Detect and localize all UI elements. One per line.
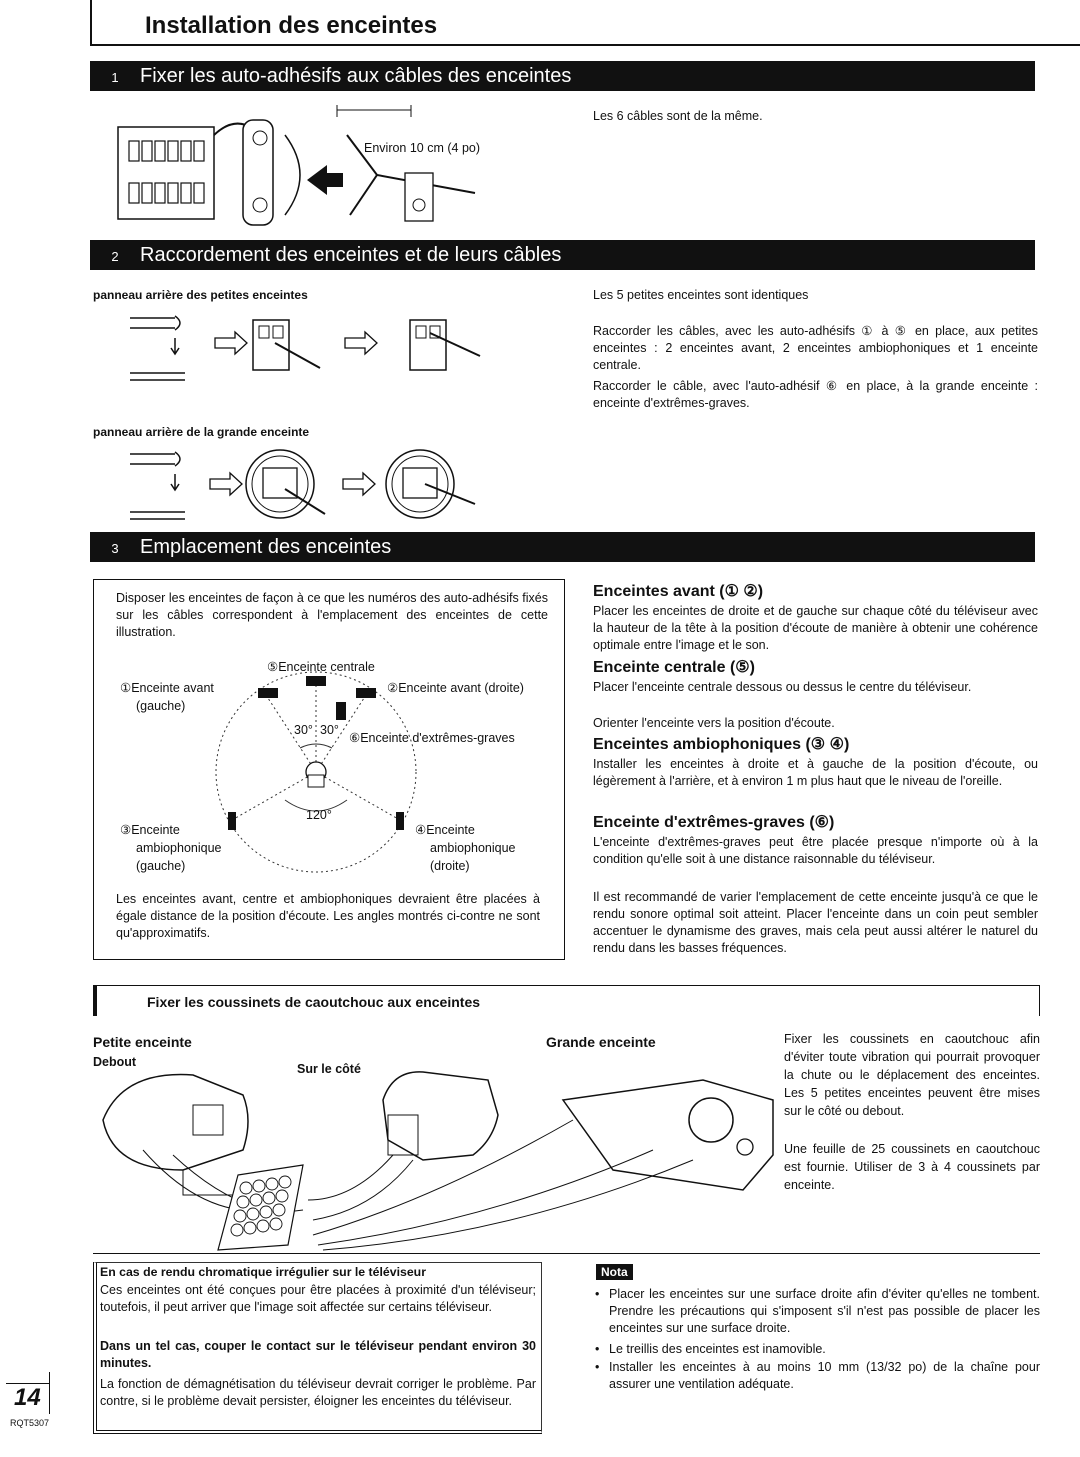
step1-title: Fixer les auto-adhésifs aux câbles des enceintes xyxy=(140,65,572,87)
note-item-text: Installer les enceintes à au moins 10 mm (13/32 po) de la chaîne pour assurer une ventilation adéquate. xyxy=(609,1360,1040,1391)
body-center: Placer l'enceinte centrale dessous ou dessus le centre du téléviseur. xyxy=(593,680,972,694)
step1-banner xyxy=(90,61,1035,91)
small-panel-label: panneau arrière des petites enceintes xyxy=(93,288,308,302)
tv-warning-para2: Dans un tel cas, couper le contact sur le téléviseur pendant environ 30 minutes. xyxy=(100,1339,536,1370)
label-surround-right-2: ambiophonique xyxy=(430,841,516,855)
cushions-text-2: Une feuille de 25 coussinets en caoutchouc est fournie. Utiliser de 3 à 4 coussinets par enceinte. xyxy=(784,1142,1040,1192)
step2-para1: Les 5 petites enceintes sont identiques xyxy=(593,288,809,302)
tv-warning-heading: En cas de rendu chromatique irrégulier sur le téléviseur xyxy=(100,1265,426,1279)
doc-code: RQT5307 xyxy=(10,1418,50,1428)
step3-banner xyxy=(90,532,1035,562)
large-panel-label: panneau arrière de la grande enceinte xyxy=(93,425,310,439)
heading-center: Enceinte centrale (⑤) xyxy=(593,659,755,676)
tv-warning-para1: Ces enceintes ont été conçues pour être placées à proximité d'un téléviseur; toutefois, il peut arriver que l'image soit affectée sur certains téléviseur. xyxy=(100,1283,536,1314)
step2-number: 2 xyxy=(111,249,119,264)
large-speaker-label: Grande enceinte xyxy=(546,1034,656,1050)
bullet: • xyxy=(595,1360,600,1374)
label-angle-right: 30° xyxy=(320,723,339,737)
large-speaker-connection-diagram xyxy=(125,444,485,529)
heading-subwoofer: Enceinte d'extrêmes-graves (⑥) xyxy=(593,814,835,831)
label-surround-right-3: (droite) xyxy=(430,859,470,873)
label-surround-left-1: ③Enceinte xyxy=(120,823,180,837)
bullet: • xyxy=(595,1342,600,1356)
note-badge: Nota xyxy=(596,1264,633,1280)
label-front-right: ②Enceinte avant (droite) xyxy=(387,681,524,695)
distance-label: Environ 10 cm (4 po) xyxy=(364,141,481,155)
cushions-text: Fixer les coussinets en caoutchouc afin d'éviter toute vibration qui pourrait provoquer la chute ou le déplacement des enceintes. Les 5 petites enceintes peuvent être mises sur le côté ou debout. xyxy=(784,1032,1040,1118)
cushions-bottom-rule xyxy=(93,1253,1040,1254)
placement-footer: Les enceintes avant, centre et ambiophoniques devraient être placées à égale distance de la position d'écoute. Les angles montrés ci-contre ne sont qu'approximatifs. xyxy=(116,892,540,940)
step1-note: Les 6 câbles sont de la même. xyxy=(593,109,763,123)
cable-sticker-illustration xyxy=(115,105,505,235)
step3-title: Emplacement des enceintes xyxy=(140,536,392,558)
note-item-text: Le treillis des enceintes est inamovible. xyxy=(609,1342,826,1356)
header-rule-vertical xyxy=(90,0,92,46)
tv-warning-para3: La fonction de démagnétisation du téléviseur devrait corriger le problème. Par contre, si le problème devait persister, éloigner les enceintes du téléviseur. xyxy=(100,1377,536,1408)
label-surround-left-2: ambiophonique xyxy=(136,841,222,855)
small-speaker-connection-diagram xyxy=(125,308,485,388)
body-front: Placer les enceintes de droite et de gauche sur chaque côté du téléviseur avec la hauteur de la tête à la position d'écoute de manière à obtenir une cohérence optimale entre l'image et le son. xyxy=(593,604,1038,652)
body-center-2: Orienter l'enceinte vers la position d'écoute. xyxy=(593,716,835,730)
page-number: 14 xyxy=(14,1384,41,1411)
label-center: ⑤Enceinte centrale xyxy=(267,660,375,674)
upright-label: Debout xyxy=(93,1055,137,1069)
heading-surround: Enceintes ambiophoniques (③ ④) xyxy=(593,736,850,753)
bullet: • xyxy=(595,1287,600,1301)
body-subwoofer-2: Il est recommandé de varier l'emplacement de cette enceinte jusqu'à ce que le rendu sonore optimal soit atteint. Placer l'enceinte dans un coin peut sembler accentuer le dynamisme des graves, mais cela peut aussi altérer le naturel du rendu dans les basses fréquences. xyxy=(593,890,1038,955)
page-number-side-rule xyxy=(49,1372,50,1414)
note-item-1 xyxy=(593,1286,1040,1337)
body-surround: Installer les enceintes à droite et à gauche de la position d'écoute, ou légèrement à l'arrière, et à environ 1 m plus haut que le niveau de l'oreille. xyxy=(593,757,1038,788)
page-title: Installation des enceintes xyxy=(145,12,438,39)
label-front-left-side: (gauche) xyxy=(136,699,186,713)
note-item-text: Placer les enceintes sur une surface droite afin d'éviter qu'elles ne tombent. Prendre les précautions qui s'imposent s'il n'est pas possible de placer les enceintes sur une surface droite. xyxy=(609,1287,1040,1335)
step2-para3: Raccorder le câble, avec l'auto-adhésif ⑥ en place, à la grande enceinte : enceinte d'extrêmes-graves. xyxy=(593,379,1038,410)
label-angle-rear: 120° xyxy=(306,808,332,822)
heading-front: Enceintes avant (① ②) xyxy=(593,583,764,600)
header-rule-horizontal xyxy=(90,44,1080,46)
note-item-2 xyxy=(593,1341,1040,1358)
label-front-left: ①Enceinte avant xyxy=(120,681,214,695)
step1-number: 1 xyxy=(111,70,119,85)
label-surround-left-3: (gauche) xyxy=(136,859,186,873)
step2-title: Raccordement des enceintes et de leurs câbles xyxy=(140,244,562,266)
label-surround-right-1: ④Enceinte xyxy=(415,823,475,837)
step2-banner xyxy=(90,240,1035,270)
cushions-title: Fixer les coussinets de caoutchouc aux enceintes xyxy=(147,994,481,1010)
step2-para2: Raccorder les câbles, avec les auto-adhésifs ① à ⑤ en place, aux petites enceintes : 2 enceintes avant, 2 enceintes ambiophoniques et 1 enceinte centrale. xyxy=(593,324,1038,372)
cushions-illustration xyxy=(93,1060,773,1250)
note-item-3 xyxy=(593,1359,1040,1393)
small-speaker-label: Petite enceinte xyxy=(93,1034,192,1050)
label-angle-left: 30° xyxy=(294,723,313,737)
step3-number: 3 xyxy=(111,541,119,556)
body-subwoofer: L'enceinte d'extrêmes-graves peut être placée presque n'importe où à la condition qu'elle soit à une distance raisonnable du téléviseur. xyxy=(593,835,1038,866)
placement-intro: Disposer les enceintes de façon à ce que les numéros des auto-adhésifs fixés sur les câbles correspondent à l'emplacement des enceintes de cette illustration. xyxy=(116,591,548,639)
label-subwoofer: ⑥Enceinte d'extrêmes-graves xyxy=(349,731,515,745)
side-label: Sur le côté xyxy=(297,1062,361,1076)
